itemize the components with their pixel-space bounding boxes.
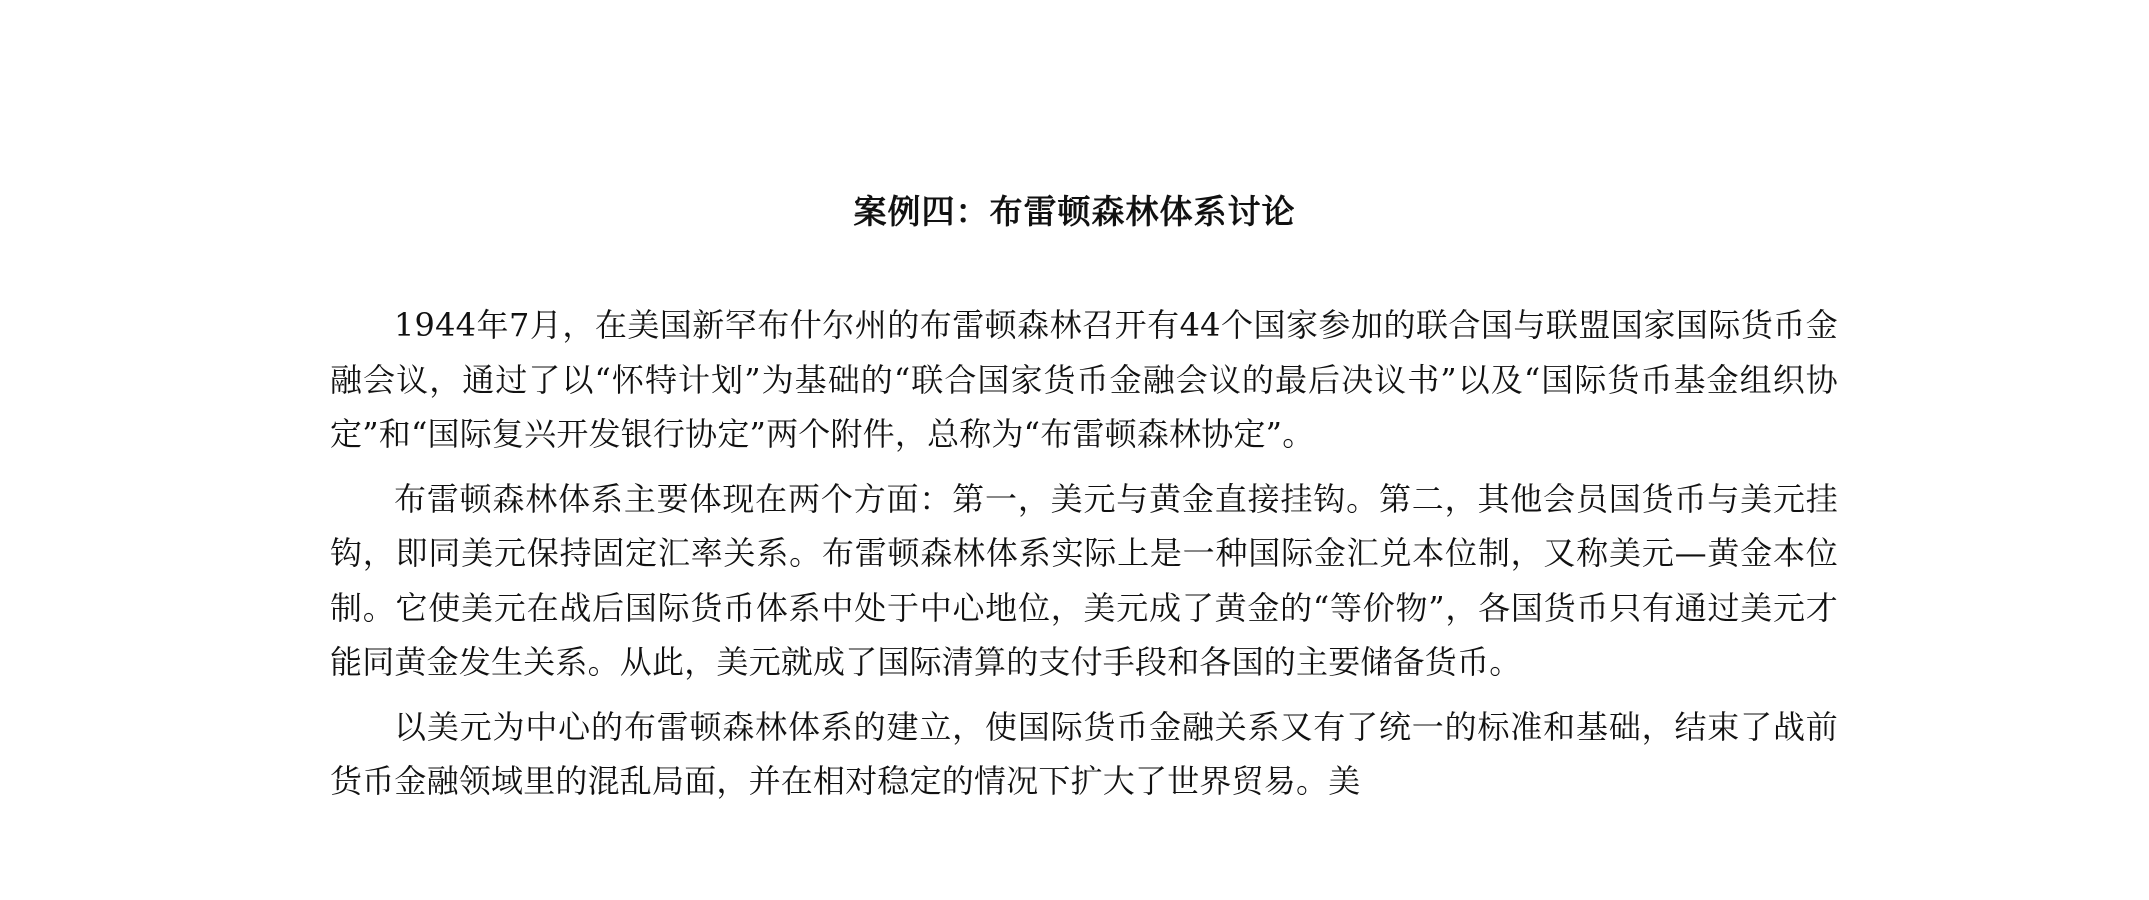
paragraph-system-significance: 以美元为中心的布雷顿森林体系的建立，使国际货币金融关系又有了统一的标准和基础，结束了战前货币金融领域里的混乱局面，并在相对稳定的情况下扩大了世界贸易。美	[330, 707, 1838, 800]
document-body	[330, 298, 1838, 819]
paragraph-bretton-woods-conference: 1944年7月，在美国新罕布什尔州的布雷顿森林召开有44个国家参加的联合国与联盟国家国际货币金融会议，通过了以“怀特计划”为基础的“联合国家货币金融会议的最后决议书”以及“国际货币基金组织协定”和“国际复兴开发银行协定”两个附件，总称为“布雷顿森林协定”。	[330, 306, 1838, 453]
paragraph-system-features: 布雷顿森林体系主要体现在两个方面：第一，美元与黄金直接挂钩。第二，其他会员国货币与美元挂钩，即同美元保持固定汇率关系。布雷顿森林体系实际上是一种国际金汇兑本位制，又称美元—黄金本位制。它使美元在战后国际货币体系中处于中心地位，美元成了黄金的“等价物”，各国货币只有通过美元才能同黄金发生关系。从此，美元就成了国际清算的支付手段和各国的主要储备货币。	[330, 479, 1838, 681]
document-title: 案例四：布雷顿森林体系讨论	[853, 192, 1296, 231]
